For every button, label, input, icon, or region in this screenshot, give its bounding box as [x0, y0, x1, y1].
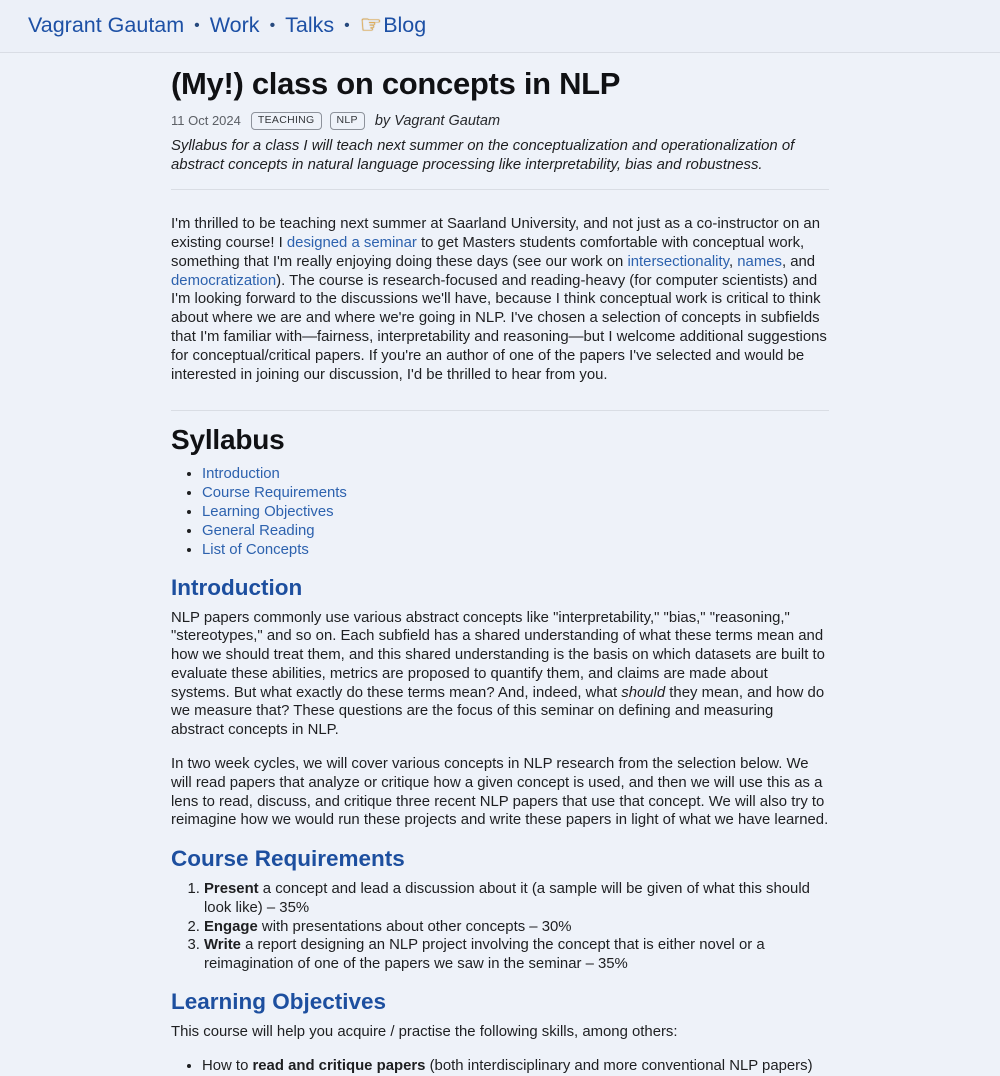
requirement-item-present: 1. Present a concept and lead a discussion about it (a sample will be given of what this should look like) – 35% [204, 880, 829, 918]
nav-separator: • [194, 16, 200, 34]
tag-badge-nlp[interactable]: NLP [330, 112, 365, 130]
requirement-item-engage: 2. Engage with presentations about other concepts – 30% [204, 918, 829, 937]
learning-objectives-heading: Learning Objectives [171, 989, 387, 1015]
nav-talks-link[interactable]: Talks [285, 13, 335, 37]
nav-separator: • [344, 16, 350, 34]
post-byline: by Vagrant Gautam [374, 112, 501, 129]
divider-top [171, 189, 829, 190]
site-header [0, 0, 1000, 53]
toc-link-general-reading[interactable]: General Reading [202, 522, 315, 539]
bold-text: Engage [204, 918, 258, 935]
blog-post [171, 53, 829, 1076]
toc-item [202, 503, 829, 522]
post-summary: Syllabus for a class I will teach next summer on the conceptualization and operationalization of abstract concepts in natural language processing like interpretability, bias and robustness. [171, 137, 795, 173]
pointing-right-icon: ☞ [359, 11, 383, 39]
bold-text: Write [204, 937, 241, 954]
nav-blog-link[interactable] [360, 13, 426, 38]
bold-text: Present [204, 881, 259, 898]
bold-text: read and critique papers [252, 1057, 426, 1074]
learning-objectives-list [171, 1057, 829, 1076]
inline-link[interactable]: names [737, 253, 782, 270]
toc-link-introduction[interactable]: Introduction [202, 465, 280, 482]
syllabus-toc [171, 465, 829, 560]
nav-brand-link[interactable]: Vagrant Gautam [28, 13, 185, 37]
requirement-item-write: 3. Write a report designing an NLP project involving the concept that is either novel or a reimagination of one of the papers we saw in the seminar – 35% [204, 936, 829, 974]
inline-link[interactable]: designed a seminar [286, 235, 417, 252]
post-date: 11 Oct 2024 [171, 113, 241, 129]
toc-item [202, 522, 829, 541]
italic-text: should [621, 684, 666, 701]
top-nav [28, 13, 972, 38]
post-meta [171, 112, 829, 130]
course-requirements-heading: Course Requirements [171, 846, 405, 872]
divider-syllabus [171, 410, 829, 411]
objective-item: • How to read and critique papers (both interdisciplinary and more conventional NLP papers) [202, 1057, 829, 1076]
toc-link-course-requirements[interactable]: Course Requirements [202, 484, 347, 501]
syllabus-heading: Syllabus [171, 424, 285, 456]
opening-paragraph: I'm thrilled to be teaching next summer at Saarland University, and not just as a co-instructor on an existing course! I designed a seminar to get Masters students comfortable with conceptual work, something that I'm really enjoying doing these days (see our work on intersectionality, names, and democratization). The course is research-focused and reading-heavy (for computer scientists) and I'm looking forward to the discussions we'll have, because I think conceptual work is critical to think about where we are and where we're going in NLP. I've chosen a selection of concepts in subfields that I'm familiar with—fairness, interpretability and reasoning—but I welcome additional suggestions for conceptual/critical papers. If you're an author of one of the papers I've selected and would be interested in joining our discussion, I'd be thrilled to hear from you. [171, 216, 827, 383]
inline-link[interactable]: democratization [171, 272, 277, 289]
introduction-paragraph-2: In two week cycles, we will cover various concepts in NLP research from the selection below. We will read papers that analyze or critique how a given concept is used, and then we will use this as a lens to read, discuss, and critique three recent NLP papers that use that concept. We will also try to reimagine how we would run these projects and write these papers in light of what we have learned. [171, 755, 829, 829]
toc-item [202, 465, 829, 484]
toc-link-list-of-concepts[interactable]: List of Concepts [202, 541, 309, 558]
introduction-paragraph-1: NLP papers commonly use various abstract concepts like "interpretability," "bias," "reasoning," "stereotypes," and so on. Each subfield has a shared understanding of what these terms mean and how we should treat them, and this shared understanding is the basis on which datasets are built to evaluate these abilities, metrics are proposed to quantify them, and claims are made about systems. But what exactly do these terms mean? And, indeed, what should they mean, and how do we measure that? These questions are the focus of this seminar on defining and measuring abstract concepts in NLP. [171, 609, 825, 739]
course-requirements-list [171, 880, 829, 974]
nav-blog-label: Blog [383, 13, 427, 37]
nav-work-link[interactable]: Work [209, 13, 260, 37]
inline-link[interactable]: intersectionality [627, 253, 729, 270]
learning-objectives-lead: This course will help you acquire / practise the following skills, among others: [171, 1024, 678, 1041]
introduction-heading: Introduction [171, 574, 303, 600]
toc-item [202, 541, 829, 560]
toc-item [202, 484, 829, 503]
toc-link-learning-objectives[interactable]: Learning Objectives [202, 503, 334, 520]
nav-separator: • [269, 16, 276, 34]
post-title: (My!) class on concepts in NLP [171, 66, 621, 101]
tag-badge-teaching[interactable]: TEACHING [251, 112, 322, 130]
